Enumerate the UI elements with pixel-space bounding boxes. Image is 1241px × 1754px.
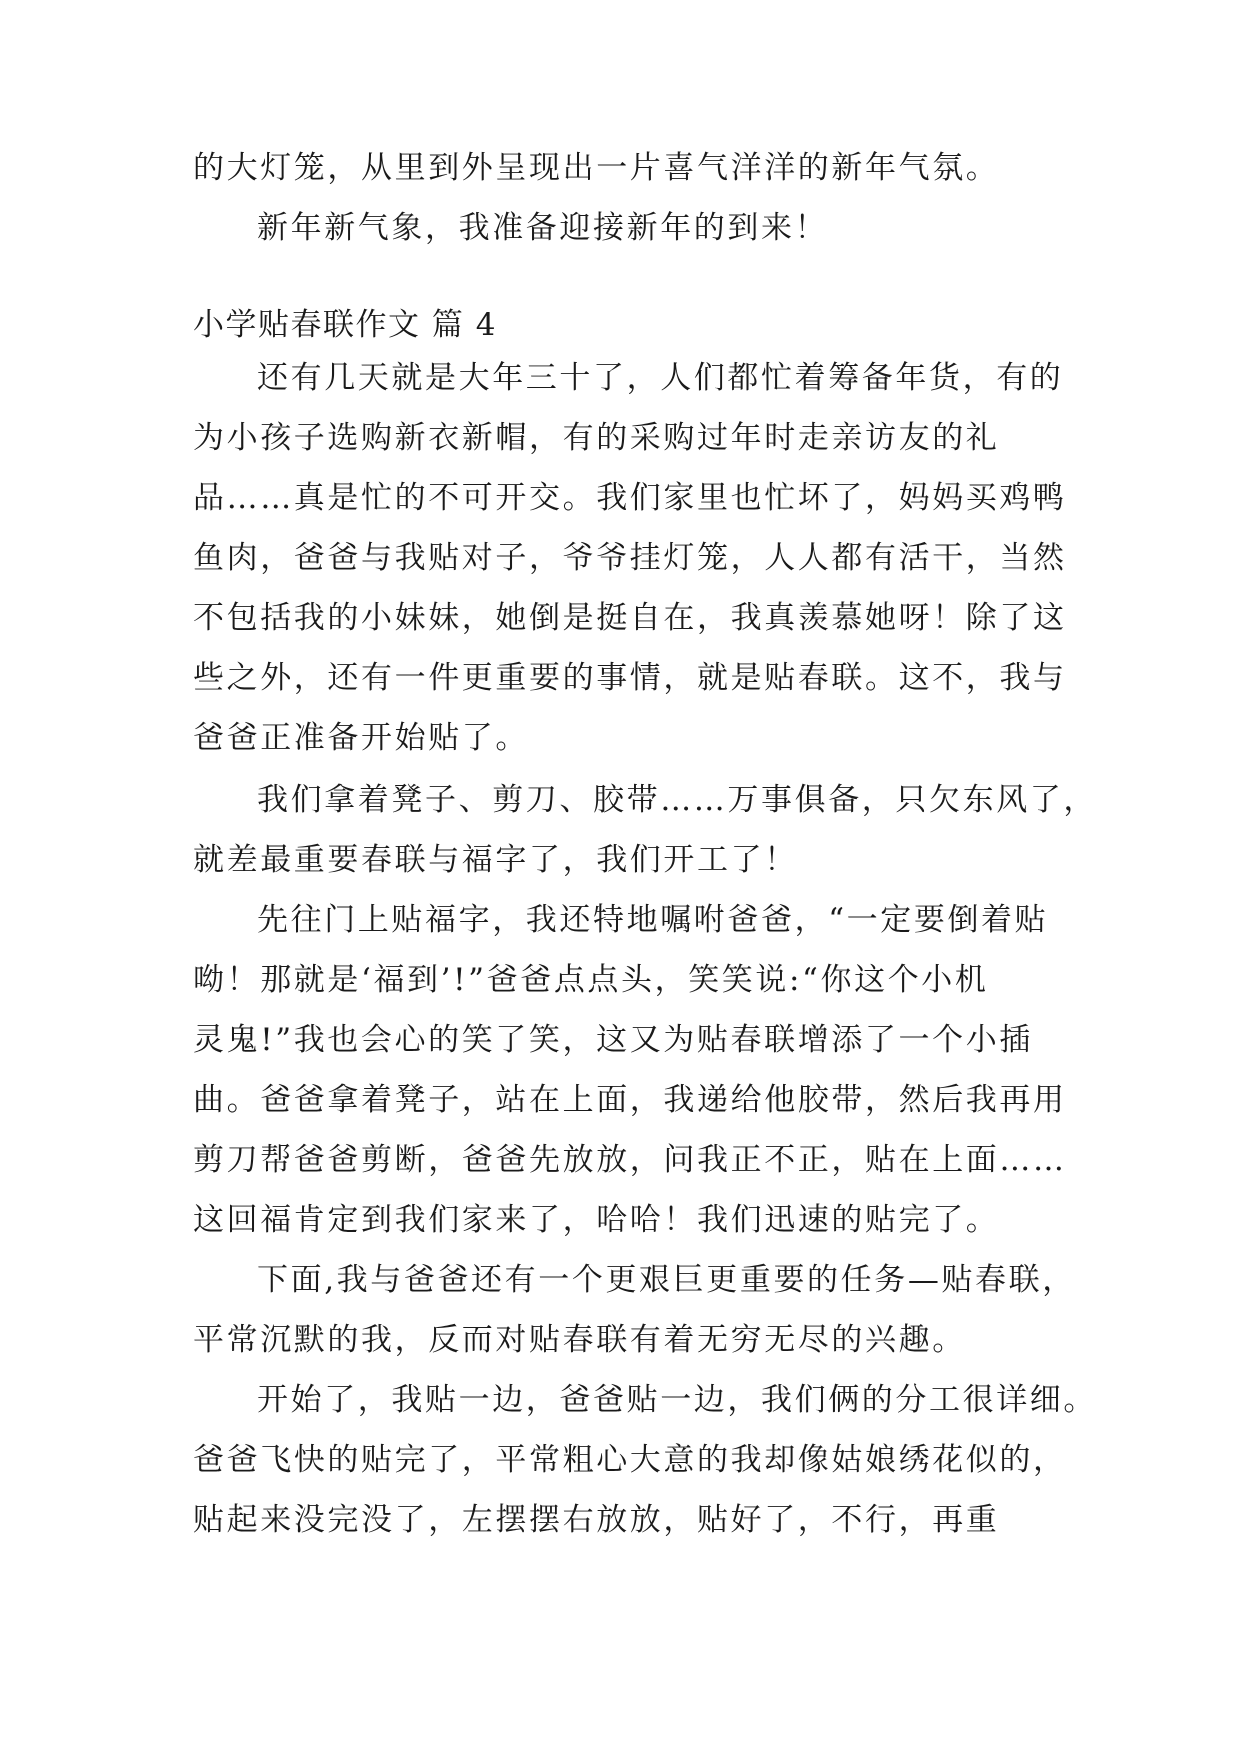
text-line: 开始了，我贴一边，爸爸贴一边，我们俩的分工很详细。 <box>257 1382 1097 1418</box>
body-paragraph-3 <box>193 890 1067 1250</box>
body-paragraph-4 <box>193 1250 1076 1370</box>
text-line: 平常沉默的我，反而对贴春联有着无穷无尽的兴趣。 <box>193 1322 966 1358</box>
text-line: 灵鬼!”我也会心的笑了笑，这又为贴春联增添了一个小插 <box>193 1022 1033 1058</box>
text-line: 贴起来没完没了，左摆摆右放放，贴好了，不行，再重 <box>193 1502 1000 1538</box>
text-line: 为小孩子选购新衣新帽，有的采购过年时走亲访友的礼 <box>193 420 1000 456</box>
text-line: 下面,我与爸爸还有一个更艰巨更重要的任务—贴春联， <box>257 1262 1076 1298</box>
body-paragraph-2 <box>193 770 1097 890</box>
text-line: 呦！那就是‘福到’!”爸爸点点头，笑笑说:“你这个小机 <box>193 962 989 998</box>
text-line: 我们拿着凳子、剪刀、胶带……万事俱备，只欠东风了， <box>257 782 1097 818</box>
text-line: 这回福肯定到我们家来了，哈哈！我们迅速的贴完了。 <box>193 1202 1000 1238</box>
section-heading-block <box>193 295 1055 355</box>
text-line: 还有几天就是大年三十了，人们都忙着筹备年货，有的 <box>257 360 1064 396</box>
section-heading: 小学贴春联作文 篇 4 <box>193 307 497 343</box>
intro-paragraphs <box>193 138 1055 258</box>
text-line: 先往门上贴福字，我还特地嘱咐爸爸，“一定要倒着贴 <box>257 902 1049 938</box>
text-line: 鱼肉，爸爸与我贴对子，爷爷挂灯笼，人人都有活干，当然 <box>193 540 1067 576</box>
body-paragraph-1 <box>193 348 1067 768</box>
intro-line-1: 的大灯笼，从里到外呈现出一片喜气洋洋的新年气氛。 <box>193 150 1000 186</box>
text-line: 不包括我的小妹妹，她倒是挺自在，我真羡慕她呀！除了这 <box>193 600 1067 636</box>
intro-line-2: 新年新气象，我准备迎接新年的到来！ <box>257 210 829 246</box>
text-line: 些之外，还有一件更重要的事情，就是贴春联。这不，我与 <box>193 660 1067 696</box>
text-line: 就差最重要春联与福字了，我们开工了！ <box>193 842 798 878</box>
text-line: 剪刀帮爸爸剪断，爸爸先放放，问我正不正，贴在上面…… <box>193 1142 1067 1178</box>
body-paragraph-5 <box>193 1370 1097 1550</box>
text-line: 品……真是忙的不可开交。我们家里也忙坏了，妈妈买鸡鸭 <box>193 480 1067 516</box>
text-line: 爸爸飞快的贴完了，平常粗心大意的我却像姑娘绣花似的， <box>193 1442 1067 1478</box>
text-line: 曲。爸爸拿着凳子，站在上面，我递给他胶带，然后我再用 <box>193 1082 1067 1118</box>
text-line: 爸爸正准备开始贴了。 <box>193 720 529 756</box>
